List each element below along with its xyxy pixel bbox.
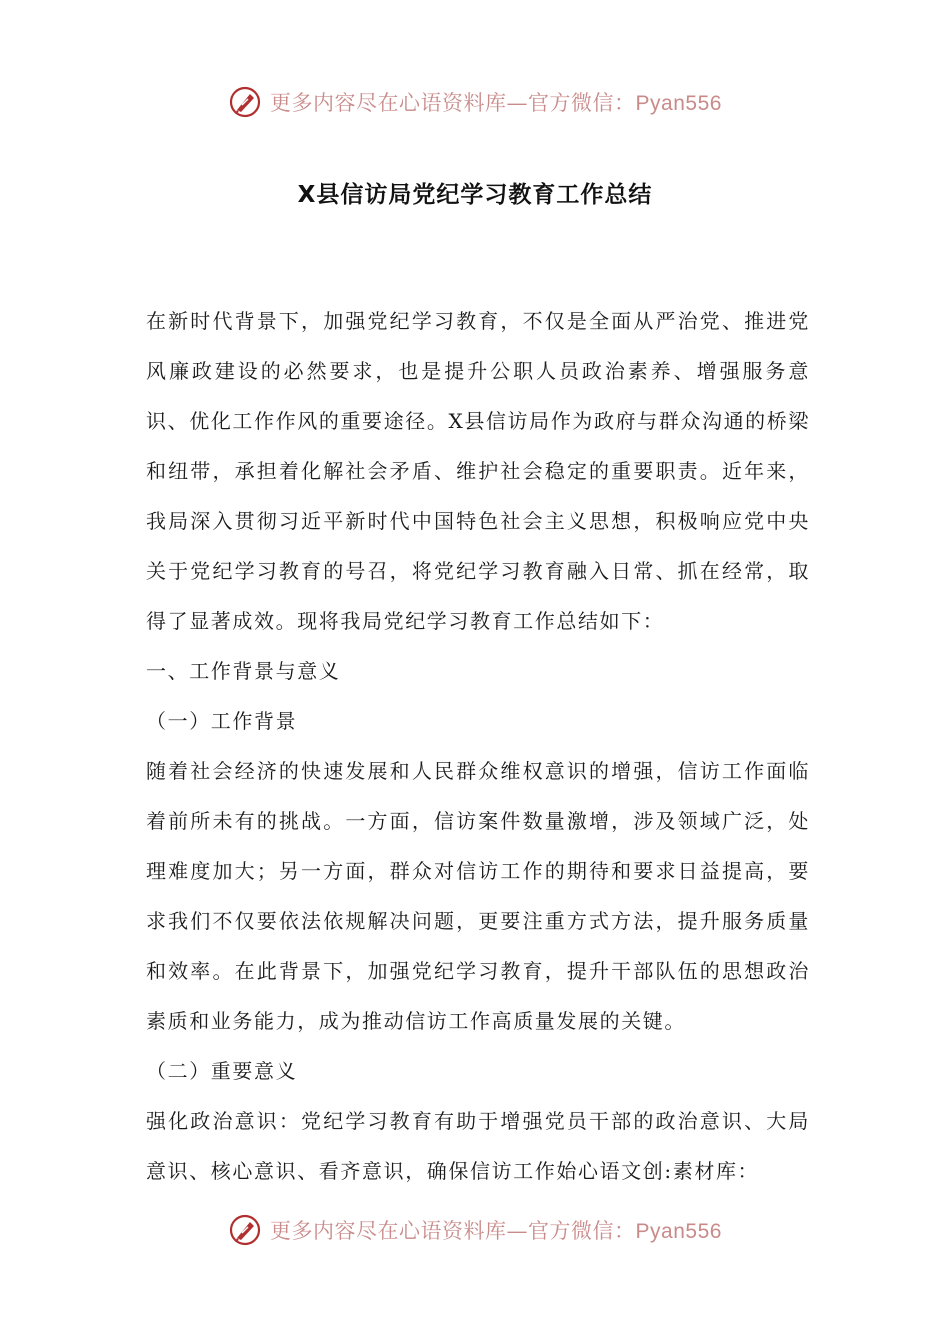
wechat-id: Pyan556	[635, 1220, 722, 1243]
pen-nib-logo-icon	[228, 1213, 262, 1247]
body-paragraph: 在新时代背景下，加强党纪学习教育，不仅是全面从严治党、推进党风廉政建设的必然要求，也是提升公职人员政治素养、增强服务意识、优化工作作风的重要途径。X县信访局作为政府与群众沟通的桥梁和纽带，承担着化解社会矛盾、维护社会稳定的重要职责。近年来，我局深入贯彻习近平新时代中国特色社会主义思想，积极响应党中央关于党纪学习教育的号召，将党纪学习教育融入日常、抓在经常，取得了显著成效。现将我局党纪学习教育工作总结如下：	[146, 309, 810, 633]
pen-nib-logo-icon	[228, 85, 262, 119]
section-heading: 一、工作背景与意义	[146, 659, 341, 683]
document-body	[146, 296, 810, 1196]
subsection-heading: （一）工作背景	[146, 709, 298, 733]
body-paragraph: 强化政治意识：党纪学习教育有助于增强党员干部的政治意识、大局意识、核心意识、看齐意识，确保信访工作始心语文创:素材库：	[146, 1109, 810, 1183]
footer-watermark-banner	[0, 1210, 950, 1250]
wechat-id: Pyan556	[635, 92, 722, 115]
body-paragraph: 随着社会经济的快速发展和人民群众维权意识的增强，信访工作面临着前所未有的挑战。一方面，信访案件数量激增，涉及领域广泛，处理难度加大；另一方面，群众对信访工作的期待和要求日益提高，要求我们不仅要依法依规解决问题，更要注重方式方法，提升服务质量和效率。在此背景下，加强党纪学习教育，提升干部队伍的思想政治素质和业务能力，成为推动信访工作高质量发展的关键。	[146, 759, 810, 1033]
document-title: X县信访局党纪学习教育工作总结	[297, 182, 653, 208]
watermark-text: 更多内容尽在心语资料库—官方微信：Pyan556	[270, 1219, 722, 1243]
header-watermark-banner	[0, 82, 950, 122]
watermark-text: 更多内容尽在心语资料库—官方微信：Pyan556	[270, 91, 722, 115]
subsection-heading: （二）重要意义	[146, 1059, 298, 1083]
